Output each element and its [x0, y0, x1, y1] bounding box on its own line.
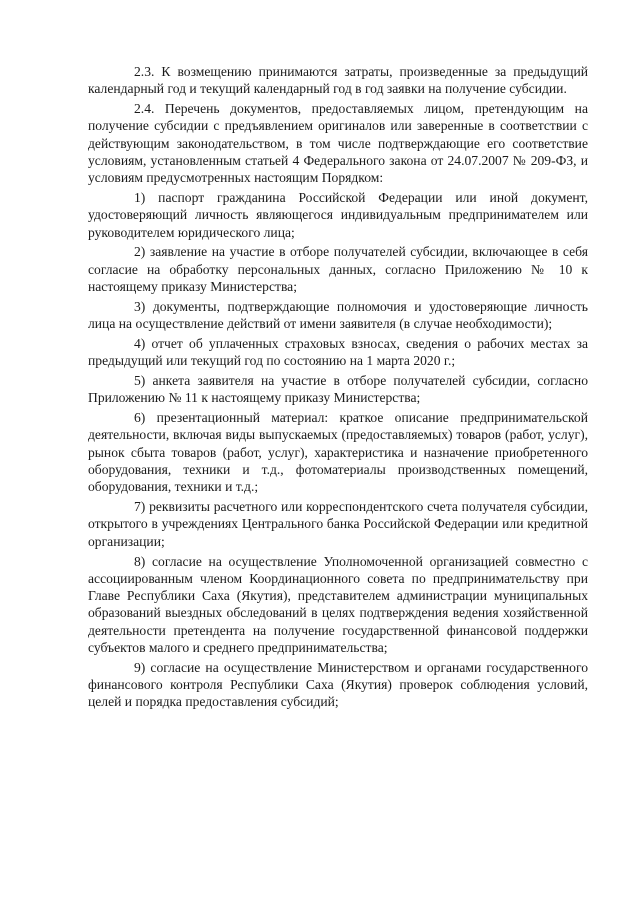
list-item-6: 6) презентационный материал: краткое описание предпринимательской деятельности, включая виды выпускаемых (предоставляемых) товаров (работ, услуг), рынок сбыта товаров (работ, услуг), характеристика и назначение приобретенного оборудования, техники и т.д., фотоматериалы производственных помещений, оборудования, техники и т.д.; — [88, 410, 588, 495]
list-item-5: 5) анкета заявителя на участие в отборе получателей субсидии, согласно Приложению № 11 к настоящему приказу Министерства; — [88, 373, 588, 406]
list-item-7: 7) реквизиты расчетного или корреспондентского счета получателя субсидии, открытого в учреждениях Центрального банка Российской Федерации или кредитной организации; — [88, 499, 588, 549]
paragraph-2-3: 2.3. К возмещению принимаются затраты, произведенные за предыдущий календарный год и текущий календарный год в год заявки на получение субсидии. — [88, 64, 588, 97]
list-item-3: 3) документы, подтверждающие полномочия и удостоверяющие личность лица на осуществление действий от имени заявителя (в случае необходимости); — [88, 298, 588, 332]
document-body — [88, 63, 588, 713]
list-item-4: 4) отчет об уплаченных страховых взносах, сведения о рабочих местах за предыдущий или текущий год по состоянию на 1 марта 2020 г.; — [88, 335, 588, 369]
list-item-8: 8) согласие на осуществление Уполномоченной организацией совместно с ассоциированным членом Координационного совета по предпринимательству при Главе Республики Саха (Якутия), представителем администрации муниципальных образований выездных обследований в целях подтверждения ведения хозяйственной деятельности претендента на получение государственной финансовой поддержки субъектов малого и среднего предпринимательства; — [88, 553, 588, 655]
list-item-2: 2) заявление на участие в отборе получателей субсидии, включающее в себя согласие на обработку персональных данных, согласно Приложению № 10 к настоящему приказу Министерства; — [88, 244, 588, 295]
list-item-9: 9) согласие на осуществление Министерством и органами государственного финансового контроля Республики Саха (Якутия) проверок соблюдения условий, целей и порядка предоставления субсидий; — [88, 659, 588, 710]
list-item-1: 1) паспорт гражданина Российской Федерации или иной документ, удостоверяющий личность являющегося индивидуальным предпринимателем или руководителем юридического лица; — [88, 190, 588, 240]
paragraph-2-4: 2.4. Перечень документов, предоставляемых лицом, претендующим на получение субсидии с предъявлением оригиналов или заверенные в соответствии с действующим законодательством, в том числе подтверждающие его соответствие условиям, установленным статьей 4 Федерального закона от 24.07.2007 № 209-ФЗ, и условиям предусмотренных настоящим Порядком: — [88, 101, 588, 186]
